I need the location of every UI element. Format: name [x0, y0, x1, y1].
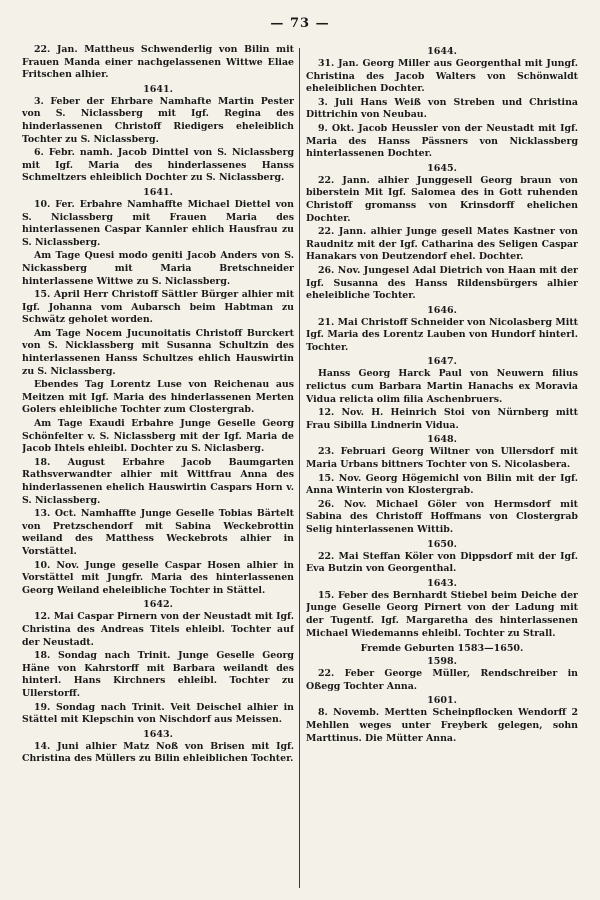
record-entry: 8. Novemb. Mertten Scheinpflocken Wendorff 2 Mehllen weges unter Freyberk gelegen, sohn Marttinus. Die Mütter Anna. [306, 707, 578, 744]
record-entry: 15. Nov. Georg Högemichl von Bilin mit der Igf. Anna Winterin von Klostergrab. [306, 472, 578, 497]
record-entry: 9. Okt. Jacob Heussler von der Neustadt mit Igf. Maria des Hanss Pässners von Nicklassberg hinterlassenen Dochter. [306, 122, 578, 160]
record-entry: 22. Jann. alhier Junggesell Georg braun von biberstein Mit Igf. Salomea des in Gott ruhenden Christoff gromanss von Krinsdorff ehelichen Dochter. [306, 174, 578, 224]
section-title: Fremde Geburten 1583—1650. [360, 643, 524, 655]
year-heading: 1641. [143, 186, 173, 198]
record-entry: 21. Mai Christoff Schneider von Nicolasberg Mitt Igf. Maria des Lorentz Lauben von Hundorf hinterl. Tochter. [306, 316, 578, 353]
year-heading: 1642. [143, 599, 173, 611]
record-entry: 26. Nov. Michael Göler von Hermsdorf mit Sabina des Christoff Hoffmans von Clostergrab Selig hinterlassenen Wittib. [306, 498, 578, 535]
record-entry: 15. April Herr Christoff Sättler Bürger alhier mit Igf. Johanna vom Aubarsch beim Habtman zu Schwätz geholet worden. [22, 289, 294, 326]
record-entry: 13. Oct. Namhaffte Junge Geselle Tobias Bärtelt von Pretzschendorf mit Sabina Weckebrottin weiland des Matthess Weckebrots alhier in Vorstättel. [22, 508, 294, 557]
record-entry: 23. Februari Georg Wiltner von Ullersdorf mit Maria Urbans bittners Tochter von S. Nicolasbera. [306, 446, 578, 471]
record-entry: 15. Feber des Bernhardt Stiebel beim Deiche der Junge Geselle Georg Pirnert von der Ladung mit der Tugentf. Igf. Margaretha des hinterlassenen Michael Wiedemanns ehleibl. Tochter zu Strall. [306, 589, 578, 639]
record-entry: 3. Juli Hans Weiß von Streben und Christina Dittrichin von Neubau. [306, 96, 578, 121]
year-heading: 1641. [143, 83, 173, 95]
year-heading: 1643. [143, 728, 173, 740]
record-entry: 12. Nov. H. Heinrich Stoi von Nürnberg mitt Frau Sibilla Lindnerin Vidua. [306, 407, 578, 431]
record-entry: Hanss Georg Harck Paul von Neuwern filius relictus cum Barbara Martin Hanachs ex Moravia Vidua relicta olim filia Aschenbruers. [306, 368, 578, 405]
year-heading: 1644. [427, 46, 457, 57]
record-entry: Ebendes Tag Lorentz Luse von Reichenau aus Meitzen mit Igf. Maria des hinderlassenen Merten Golers ehleibliche Tochter zum Clostergrab. [22, 379, 294, 416]
year-heading: 1646. [427, 304, 457, 316]
record-entry: 31. Jan. Georg Miller aus Georgenthal mit Jungf. Christina des Jacob Walters von Schönwaldt eheleiblichen Dochter. [306, 58, 578, 95]
right-column [306, 44, 578, 894]
record-entry: 26. Nov. Jungesel Adal Dietrich von Haan mit der Igf. Susanna des Hanss Rildensbürgers alhier eheleibliche Tochter. [306, 264, 578, 302]
record-entry: 22. Jan. Mattheus Schwenderlig von Bilin mit Frauen Manda einer nachgelassenen Wittwe Eliae Fritschen alhier. [22, 44, 294, 81]
record-entry: 6. Febr. namh. Jacob Dinttel von S. Niclassberg mit Igf. Maria des hinderlassenes Hanss Schmeltzers ehleiblich Dochter zu S. Niclassberg. [22, 147, 294, 184]
year-heading: 1598. [427, 656, 457, 668]
year-heading: 1648. [427, 434, 457, 446]
year-heading: 1647. [427, 356, 457, 368]
year-heading: 1601. [427, 695, 457, 707]
left-column [22, 44, 294, 894]
record-entry: 12. Mai Caspar Pirnern von der Neustadt mit Igf. Christina des Andreas Titels ehleibl. Tochter auf der Neustadt. [22, 611, 294, 648]
page-number: — 73 — [270, 16, 330, 31]
record-entry: 14. Juni alhier Matz Noß von Brisen mit Igf. Christina des Müllers zu Bilin ehleiblichen Tochter. [22, 740, 294, 765]
year-heading: 1650. [427, 538, 457, 550]
year-heading: 1645. [427, 162, 457, 174]
record-entry: 22. Feber George Müller, Rendschreiber in Oßegg Tochter Anna. [306, 668, 578, 692]
record-entry: Am Tage Quesi modo geniti Jacob Anders von S. Nickassberg mit Maria Bretschneider hinterlassene Wittwe zu S. Niclassberg. [22, 250, 294, 287]
column-divider [299, 48, 300, 888]
record-entry: 19. Sondag nach Trinit. Veit Deischel alhier in Stättel mit Klepschin von Nischdorf aus Meissen. [22, 701, 294, 726]
record-entry: 10. Fer. Erbahre Namhaffte Michael Diettel von S. Niclassberg mit Frauen Maria des hinterlassenen Caspar Kannler ehlich Hausfrau zu S. Niclassberg. [22, 198, 294, 248]
year-heading: 1643. [427, 577, 457, 589]
record-entry: 18. Sondag nach Trinit. Junge Geselle Georg Häne von Kahrstorff mit Barbara weilandt des hinterl. Hans Kirchners ehleibl. Tochter zu Ullerstorff. [22, 650, 294, 699]
record-entry: Am Tage Nocem Jucunoitatis Christoff Burckert von S. Nicklassberg mit Susanna Schultzin des hinterlassenen Hanss Schultzes ehlich Hauswirtin zu S. Niclassberg. [22, 327, 294, 377]
record-entry: 18. August Erbahre Jacob Baumgarten Rathsverwandter alhier mit Wittfrau Anna des hinderlassenen ehelich Hauswirtin Caspars Horn v. S. Niclassberg. [22, 456, 294, 506]
record-entry: 3. Feber der Ehrbare Namhafte Martin Pester von S. Niclassberg mit Igf. Regina des hinderlassenen Christoff Riedigers eheleiblich Tochter zu S. Niclassberg. [22, 95, 294, 145]
record-entry: 10. Nov. Junge geselle Caspar Hosen alhier in Vorstättel mit Jungfr. Maria des hinterlassenen Georg Weiland eheleibliche Tochter in Stättel. [22, 559, 294, 596]
record-entry: Am Tage Exaudi Erbahre Junge Geselle Georg Schönfelter v. S. Niclassberg mit der Igf. Maria de Jacob Ihtels ehleibl. Dochter zu S. Niclasberg. [22, 418, 294, 455]
record-entry: 22. Mai Steffan Köler von Dippsdorf mit der Igf. Eva Butzin von Georgenthal. [306, 550, 578, 575]
record-entry: 22. Jann. alhier Junge gesell Mates Kastner von Raudnitz mit der Igf. Catharina des Seligen Caspar Hanakars von Deutzendorf ehel. Dochter. [306, 226, 578, 263]
